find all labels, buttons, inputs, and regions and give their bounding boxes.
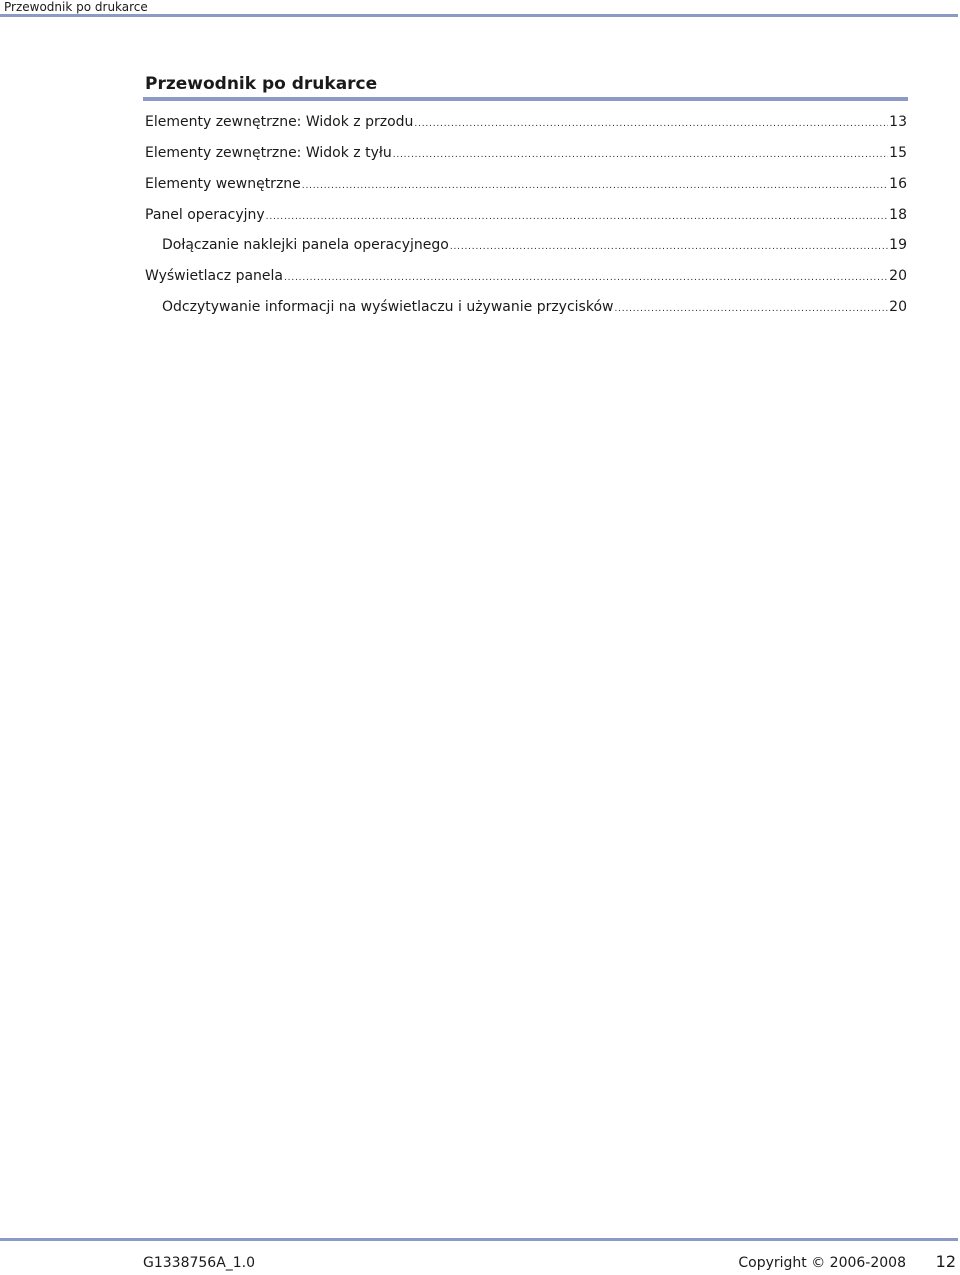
dot-leader	[414, 112, 888, 134]
toc-entry-page: 13	[889, 114, 907, 130]
toc-entry-label: Dołączanie naklejki panela operacyjnego	[162, 237, 449, 253]
dot-leader	[393, 143, 888, 165]
header-rule	[0, 14, 958, 17]
footer-page-number: 12	[935, 1252, 956, 1271]
toc-entry-page: 16	[889, 176, 907, 192]
title-rule	[143, 97, 908, 101]
dot-leader	[266, 205, 889, 227]
toc-entry-page: 20	[889, 299, 907, 315]
running-header-title: Przewodnik po drukarce	[4, 0, 148, 14]
toc-entry-page: 18	[889, 207, 907, 223]
dot-leader	[284, 266, 888, 288]
toc-entry-label: Elementy wewnętrzne	[145, 176, 301, 192]
toc-entry-front-view[interactable]	[145, 112, 907, 134]
toc-entry-label: Odczytywanie informacji na wyświetlaczu i używanie przycisków	[162, 299, 614, 315]
toc-entry-label: Panel operacyjny	[145, 207, 265, 223]
toc-entry-panel-sticker[interactable]	[162, 235, 907, 257]
toc-entry-page: 20	[889, 268, 907, 284]
toc-entry-internal-parts[interactable]	[145, 174, 907, 196]
dot-leader	[614, 297, 888, 319]
toc-title: Przewodnik po drukarce	[145, 74, 378, 94]
toc-entry-operation-panel[interactable]	[145, 205, 907, 227]
toc-entry-panel-display[interactable]	[145, 266, 907, 288]
toc-entry-rear-view[interactable]	[145, 143, 907, 165]
toc-entry-label: Elementy zewnętrzne: Widok z przodu	[145, 114, 414, 130]
dot-leader	[302, 174, 888, 196]
footer-rule	[0, 1238, 958, 1241]
toc-entry-reading-display[interactable]	[162, 297, 907, 319]
toc-entry-page: 15	[889, 145, 907, 161]
footer-copyright: Copyright © 2006-2008	[738, 1255, 906, 1271]
toc-entry-page: 19	[889, 237, 907, 253]
dot-leader	[450, 235, 888, 257]
toc-entry-label: Wyświetlacz panela	[145, 268, 284, 284]
toc-entry-label: Elementy zewnętrzne: Widok z tyłu	[145, 145, 392, 161]
footer-document-code: G1338756A_1.0	[143, 1255, 256, 1271]
